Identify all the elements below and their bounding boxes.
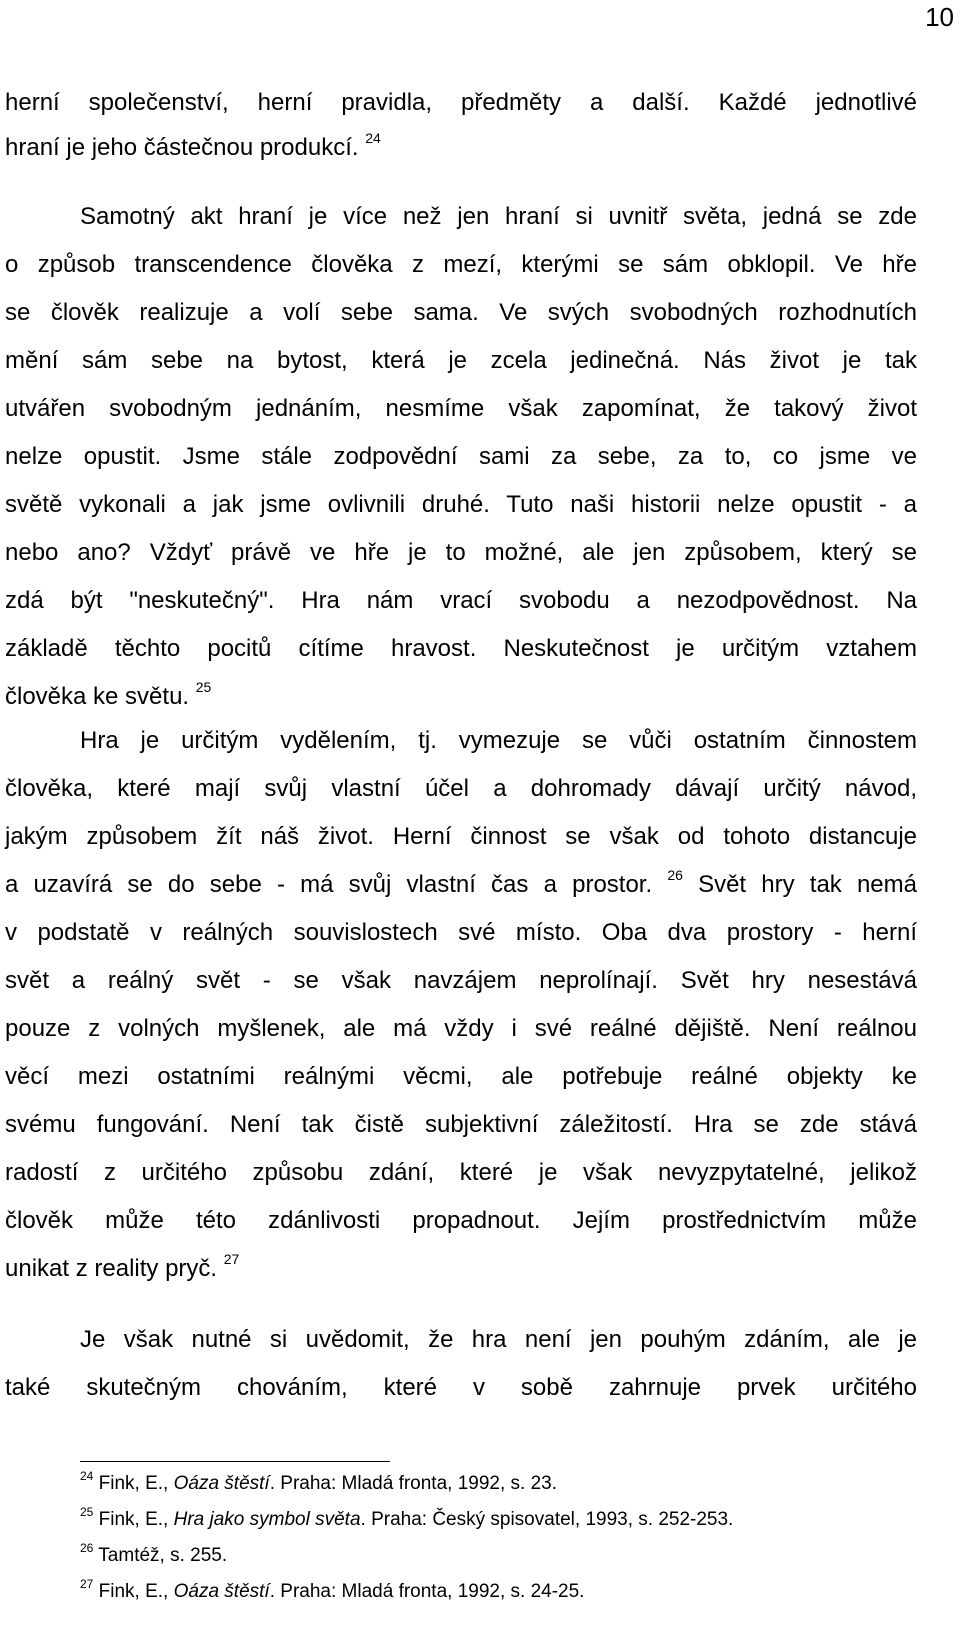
footnote-ref: 27	[223, 1251, 240, 1267]
text-line: také skutečným chováním, které v sobě zahrnuje prvek určitého	[5, 1374, 917, 1401]
text-line: člověka, které mají svůj vlastní účel a dohromady dávají určitý návod,	[5, 775, 917, 802]
footnote-ref: 24	[365, 130, 381, 146]
text-line: Hra je určitým vydělením, tj. vymezuje se vůči ostatním činnostem	[80, 727, 917, 754]
text-line: nebo ano? Vždyť právě ve hře je to možné, ale jen způsobem, který se	[5, 539, 917, 566]
text-line: hraní je jeho částečnou produkcí. $^{24}$	[5, 130, 381, 161]
footnote-ref: 25	[195, 679, 212, 695]
footnote-ref: 26	[667, 867, 683, 883]
text-line: jakým způsobem žít náš život. Herní činnost se však od tohoto distancuje	[5, 823, 917, 850]
text-line: utvářen svobodným jednáním, nesmíme však zapomínat, že takový život	[5, 395, 917, 422]
text-line: pouze z volných myšlenek, ale má vždy i své reálné dějiště. Není reálnou	[5, 1015, 917, 1042]
text-line: v podstatě v reálných souvislostech své místo. Oba dva prostory - herní	[5, 919, 917, 946]
text-line: unikat z reality pryč. $^{27}$	[5, 1251, 240, 1282]
text-line: Je však nutné si uvědomit, že hra není jen pouhým zdáním, ale je	[80, 1326, 917, 1353]
footnote-26: $^{26}$ Tamtéž, s. 255.	[80, 1540, 228, 1566]
footnote-24: $^{24}$ Fink, E., Oáza štěstí. Praha: Mladá fronta, 1992, s. 23.	[80, 1468, 558, 1494]
page-number: 10	[925, 2, 954, 32]
text-line: o způsob transcendence člověka z mezí, kterými se sám obklopil. Ve hře	[5, 251, 917, 278]
text-line: nelze opustit. Jsme stále zodpovědní sami za sebe, za to, co jsme ve	[5, 443, 917, 470]
footnote-25: $^{25}$ Fink, E., Hra jako symbol světa. Praha: Český spisovatel, 1993, s. 252-253.	[80, 1504, 734, 1530]
text-line: svému fungování. Není tak čistě subjektivní záležitostí. Hra se zde stává	[5, 1111, 917, 1138]
text-line: základě těchto pocitů cítíme hravost. Neskutečnost je určitým vztahem	[5, 635, 917, 662]
text-line: člověk může této zdánlivosti propadnout. Jejím prostřednictvím může	[5, 1207, 917, 1234]
text-line: se člověk realizuje a volí sebe sama. Ve svých svobodných rozhodnutích	[5, 299, 917, 326]
text-line: člověka ke světu. $^{25}$	[5, 679, 212, 710]
text-line: radostí z určitého způsobu zdání, které je však nevyzpytatelné, jelikož	[5, 1159, 917, 1186]
text-line: mění sám sebe na bytost, která je zcela jedinečná. Nás život je tak	[5, 347, 917, 374]
text-line: Samotný akt hraní je více než jen hraní si uvnitř světa, jedná se zde	[80, 203, 917, 230]
text-line: svět a reálný svět - se však navzájem neprolínají. Svět hry nesestává	[5, 967, 917, 994]
text-line: a uzavírá se do sebe - má svůj vlastní čas a prostor. $^{26}$ Svět hry tak nemá	[5, 867, 917, 898]
text-line: herní společenství, herní pravidla, předměty a další. Každé jednotlivé	[5, 89, 917, 116]
text-line: světě vykonali a jak jsme ovlivnili druhé. Tuto naši historii nelze opustit - a	[5, 491, 917, 518]
text-line: věcí mezi ostatními reálnými věcmi, ale potřebuje reálné objekty ke	[5, 1063, 917, 1090]
footnote-27: $^{27}$ Fink, E., Oáza štěstí. Praha: Mladá fronta, 1992, s. 24-25.	[80, 1576, 585, 1602]
text-line: zdá být "neskutečný". Hra nám vrací svobodu a nezodpovědnost. Na	[5, 587, 917, 614]
footnote-separator	[80, 1461, 390, 1462]
